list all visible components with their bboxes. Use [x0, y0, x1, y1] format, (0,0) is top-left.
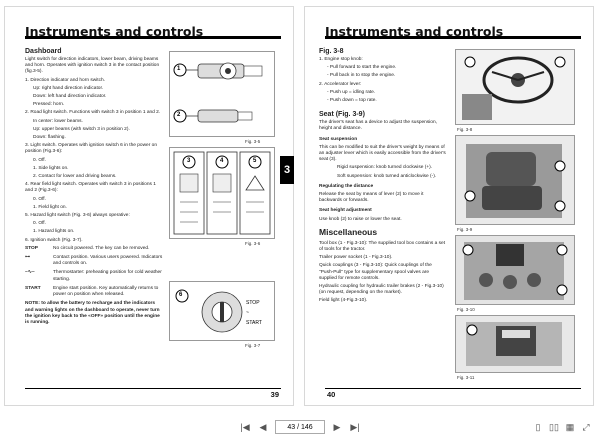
- body-text: Release the seat by means of lever (2) to move it backwards or forwards.: [319, 192, 424, 204]
- figure-3-5: [169, 51, 275, 137]
- figure-3-10: [455, 235, 575, 305]
- fig-caption: Fig. 3-9: [457, 227, 473, 232]
- item-text: 2. Road light switch. Functions with switch 3 in position 1 and 2.: [25, 110, 161, 116]
- item-text: 2. Accelerator lever:: [319, 81, 362, 87]
- item-text: - Push down = top rate.: [327, 98, 377, 104]
- mode-row: [25, 270, 163, 282]
- couplings-photo: [456, 236, 574, 304]
- item-text: Down: left hand direction indicator.: [33, 94, 107, 100]
- fig-caption: Fig. 3-7: [245, 343, 261, 348]
- ignition-switch-illustration: [170, 282, 274, 340]
- misc-item: Trailer power socket (1 - Fig.3-10).: [319, 255, 393, 261]
- dashboard-intro: Light switch for direction indicators, lower beam, driving beams and horn. Operates with ignition switch 3 in the contact position (fig.3-5).: [25, 57, 160, 75]
- page-number: 40: [327, 390, 336, 399]
- light-switch-illustration: [170, 52, 274, 136]
- svg-text:~: ~: [246, 310, 249, 316]
- fig-caption: Fig. 3-5: [245, 139, 261, 144]
- item-text: 1. Field light on.: [33, 204, 67, 210]
- mode-text: Thermostarter: preheating position for cold weather starting.: [53, 270, 162, 282]
- fig-label: 6: [179, 292, 183, 298]
- item-text: 5. Hazard light switch (Fig. 3-6) always operative:: [25, 213, 130, 219]
- body-text: This can be modified to suit the driver's weight by means of an adjuster lever which is easily accessible from the driver's seat (3).: [319, 144, 446, 163]
- item-text: 3. Light switch. Operates with ignition switch 6 in the power on position (Fig.3-6):: [25, 143, 157, 155]
- svg-text:STOP: STOP: [246, 300, 260, 306]
- seat-photo: [456, 136, 574, 224]
- section-tab: 3: [280, 156, 294, 184]
- mode-text: Contact position. Various users powered. Indicators and controls on.: [53, 255, 163, 267]
- seat-heading: Seat (Fig. 3-9): [319, 111, 365, 119]
- previous-page-button[interactable]: ◀: [259, 421, 267, 432]
- figure-3-9: [455, 135, 575, 225]
- fig-caption: Fig. 3-11: [457, 375, 475, 380]
- field-light-photo: [456, 316, 574, 372]
- dashboard-heading: Dashboard: [25, 48, 62, 55]
- bottom-rule: [25, 388, 281, 389]
- item-text: Up: upper beams (with switch 3 in position 2).: [33, 126, 130, 132]
- bottom-rule: [325, 388, 581, 389]
- item-text: 1. Hazard lights on.: [33, 229, 75, 235]
- fig-label: 4: [220, 158, 224, 164]
- single-page-icon[interactable]: ▯: [535, 421, 541, 432]
- fig-caption: Fig. 3-8: [457, 127, 473, 132]
- key-icon: ⊶: [25, 255, 30, 261]
- last-page-button[interactable]: ▶|: [350, 421, 360, 432]
- mode-key: STOP: [25, 245, 38, 251]
- view-options: [532, 421, 592, 433]
- item-text: 0. Off.: [33, 157, 46, 163]
- page-number-input[interactable]: 43 / 146: [275, 420, 325, 434]
- item-text: 6. Ignition switch (Fig. 3-7).: [25, 237, 83, 243]
- body-text: Soft suspension: knob turned anticlockwise (-).: [337, 173, 437, 179]
- item-text: - Push up = idling rate.: [327, 89, 376, 95]
- next-page-button[interactable]: ▶: [333, 421, 341, 432]
- right-page: [304, 6, 594, 406]
- left-page-title-bar: [25, 23, 281, 39]
- item-text: - Pull back in to stop the engine.: [327, 73, 396, 79]
- two-page-icon[interactable]: ▯▯: [549, 421, 559, 432]
- miscellaneous-heading: Miscellaneous: [319, 226, 378, 237]
- figure-3-7: [169, 281, 275, 341]
- item-text: 0. Off.: [33, 221, 46, 227]
- fig-label: 5: [253, 158, 257, 164]
- fig-caption: Fig. 3-10: [457, 307, 475, 312]
- mode-text: No circuit powered. The key can be removed.: [53, 245, 150, 251]
- mode-row: [25, 255, 163, 267]
- pdf-viewer-toolbar: [0, 414, 600, 440]
- item-text: Down: flashing.: [33, 135, 66, 141]
- subheading: Seat height adjustment: [319, 208, 372, 214]
- right-page-title-bar: [325, 23, 581, 39]
- subheading: Seat suspension: [319, 136, 358, 142]
- mode-key: START: [25, 285, 41, 291]
- fig-caption: Fig. 3-6: [245, 241, 261, 246]
- misc-item: Field light (4-Fig.3-10).: [319, 298, 368, 304]
- page-number: 39: [270, 390, 279, 399]
- fig-label: 1: [177, 66, 181, 72]
- fig-3-8-heading: Fig. 3-8: [319, 48, 344, 55]
- figure-3-8: [455, 49, 575, 125]
- figure-3-6: [169, 147, 275, 239]
- seat-intro: The driver's seat has a device to adjust the suspension, height and distance.: [319, 120, 437, 132]
- mode-row: [25, 246, 163, 252]
- first-page-button[interactable]: |◀: [240, 421, 250, 432]
- body-text: Rigid suspension: knob turned clockwise (+).: [337, 165, 433, 171]
- item-text: Pressed: horn.: [33, 102, 65, 108]
- right-page-title: Instruments and controls: [325, 24, 504, 39]
- misc-item: Tool box (1 - Fig.3-10): The supplied tool box contains a set of tools for the tractor.: [319, 240, 446, 253]
- left-page: [4, 6, 294, 406]
- steering-wheel-photo: [456, 50, 574, 124]
- figure-3-11: [455, 315, 575, 373]
- fig-label: 2: [177, 112, 181, 118]
- mode-row: [25, 286, 163, 298]
- misc-item: Quick couplings (3 - Fig.3-10): Quick couplings of the "Push-Pull" type for supplementary spool valves are supplied for remote controls.: [319, 263, 432, 281]
- right-text-column: [319, 47, 447, 307]
- note-text: NOTE: to allow the battery to recharge and the indicators and warning lights on the dashboard to operate, never turn the ignition key back to the «OFF» position until the engine is running.: [25, 301, 160, 325]
- subheading: Regulating the distance: [319, 183, 374, 189]
- misc-item: Hydraulic coupling for hydraulic trailer brakes (2 - Fig.3-10) (on request, depending on the market).: [319, 284, 444, 296]
- grid-view-icon[interactable]: ▦: [565, 421, 575, 432]
- item-text: 4. Rear field light switch. Operates with switch 3 in positions 1 and 2 (Fig.3-6):: [25, 182, 156, 194]
- mode-text: Engine start position. Key automatically returns to power on position when released.: [53, 285, 159, 298]
- left-text-column: [25, 47, 163, 328]
- fullscreen-icon[interactable]: ⤢: [582, 421, 590, 432]
- item-text: In center: lower beams.: [33, 118, 83, 124]
- fig-label: 3: [187, 158, 191, 164]
- item-text: - Pull forward to start the engine.: [327, 65, 397, 71]
- item-text: 0. Off.: [33, 196, 46, 202]
- item-text: 1. Direction indicator and horn switch.: [25, 77, 105, 83]
- left-page-title: Instruments and controls: [25, 24, 204, 39]
- body-text: Use knob (2) to raise or lower the seat.: [319, 216, 402, 222]
- item-text: 2. Contact for lower and driving beams.: [33, 174, 117, 180]
- item-text: 1. Side lights on.: [33, 165, 69, 171]
- item-text: Up: right hand direction indicator.: [33, 85, 104, 91]
- preheat-icon: ~∿~: [25, 270, 35, 276]
- item-text: 1. Engine stop knob:: [319, 57, 363, 62]
- svg-text:START: START: [246, 320, 262, 326]
